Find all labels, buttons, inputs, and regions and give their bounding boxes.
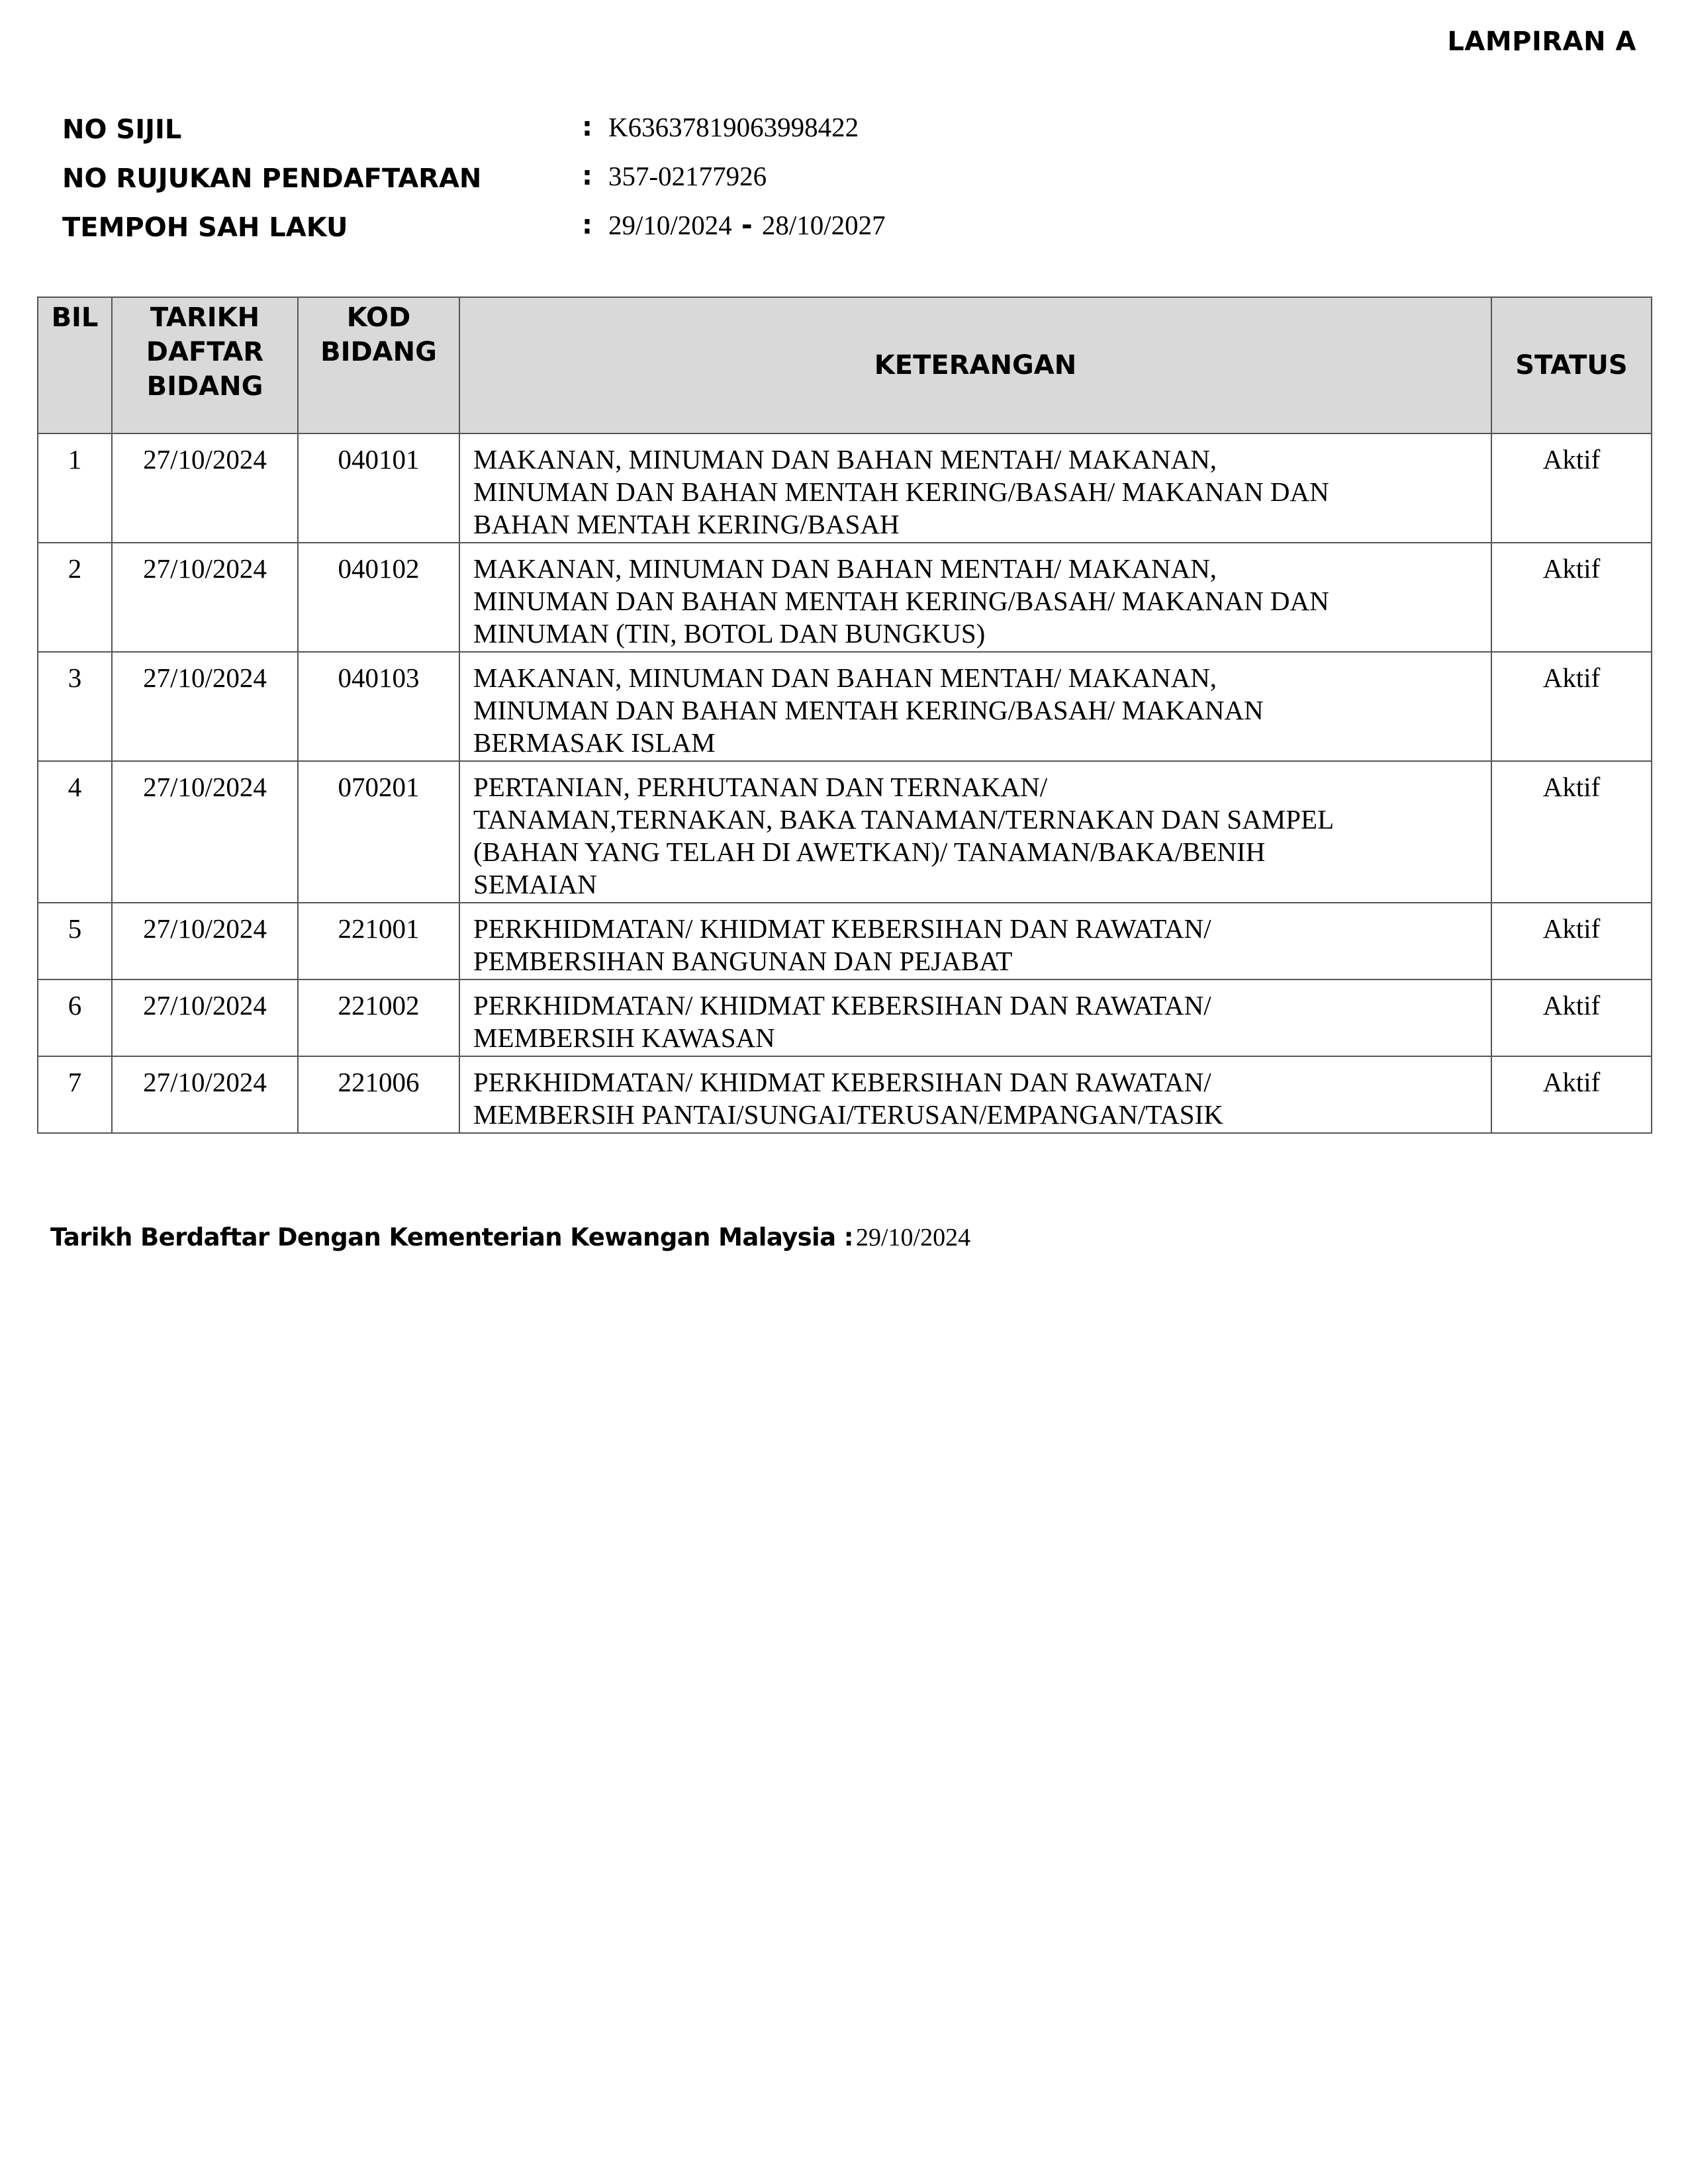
table-row xyxy=(38,543,1652,652)
cell-tarikh: 27/10/2024 xyxy=(112,979,298,1056)
colon: : xyxy=(582,161,592,191)
cell-tarikh: 27/10/2024 xyxy=(112,1056,298,1133)
cell-status: Aktif xyxy=(1491,433,1652,543)
table-row xyxy=(38,979,1652,1056)
table-row xyxy=(38,652,1652,761)
certificate-number-label: NO SIJIL xyxy=(62,114,182,145)
cell-keterangan: MAKANAN, MINUMAN DAN BAHAN MENTAH/ MAKANAN, MINUMAN DAN BAHAN MENTAH KERING/BASAH/ MAKANAN DAN BAHAN MENTAH KERING/BASAH xyxy=(459,433,1491,543)
cell-bil: 3 xyxy=(38,652,112,761)
header-status: STATUS xyxy=(1491,297,1652,433)
registration-reference-value: 357-02177926 xyxy=(608,161,767,191)
certificate-number-row xyxy=(62,110,1585,150)
table-row xyxy=(38,761,1652,903)
validity-period-row xyxy=(62,208,1585,248)
cell-bil: 5 xyxy=(38,903,112,979)
validity-start-date: 29/10/2024 xyxy=(608,210,732,240)
cell-keterangan: PERTANIAN, PERHUTANAN DAN TERNAKAN/ TANAMAN,TERNAKAN, BAKA TANAMAN/TERNAKAN DAN SAMPEL (BAHAN YANG TELAH DI AWETKAN)/ TANAMAN/BAKA/BENIH SEMAIAN xyxy=(459,761,1491,903)
cell-status: Aktif xyxy=(1491,761,1652,903)
cell-bil: 6 xyxy=(38,979,112,1056)
cell-kod: 070201 xyxy=(298,761,459,903)
cell-kod: 040103 xyxy=(298,652,459,761)
cell-bil: 7 xyxy=(38,1056,112,1133)
cell-status: Aktif xyxy=(1491,903,1652,979)
cell-tarikh: 27/10/2024 xyxy=(112,761,298,903)
cell-keterangan: PERKHIDMATAN/ KHIDMAT KEBERSIHAN DAN RAWATAN/ MEMBERSIH KAWASAN xyxy=(459,979,1491,1056)
header-tarikh-daftar-bidang: TARIKH DAFTAR BIDANG xyxy=(112,297,298,433)
table-row xyxy=(38,1056,1652,1133)
colon: : xyxy=(582,210,592,240)
registration-date-note xyxy=(50,1223,970,1252)
cell-tarikh: 27/10/2024 xyxy=(112,433,298,543)
appendix-label: LAMPIRAN A xyxy=(1447,26,1636,57)
header-bil: BIL xyxy=(38,297,112,433)
validity-separator: - xyxy=(741,209,753,241)
cell-bil: 4 xyxy=(38,761,112,903)
cell-kod: 040101 xyxy=(298,433,459,543)
table-row xyxy=(38,433,1652,543)
header-kod-bidang: KOD BIDANG xyxy=(298,297,459,433)
registration-date-label: Tarikh Berdaftar Dengan Kementerian Kewangan Malaysia : xyxy=(50,1223,853,1251)
header-keterangan: KETERANGAN xyxy=(459,297,1491,433)
validity-period-value xyxy=(608,208,886,242)
business-fields-table xyxy=(37,296,1652,1134)
validity-period-label: TEMPOH SAH LAKU xyxy=(62,212,348,243)
registration-date-value: 29/10/2024 xyxy=(855,1224,971,1251)
validity-end-date: 28/10/2027 xyxy=(761,210,886,240)
colon: : xyxy=(582,112,592,142)
cell-tarikh: 27/10/2024 xyxy=(112,543,298,652)
cell-kod: 221002 xyxy=(298,979,459,1056)
cell-kod: 221001 xyxy=(298,903,459,979)
cell-kod: 040102 xyxy=(298,543,459,652)
registration-reference-label: NO RUJUKAN PENDAFTARAN xyxy=(62,163,482,194)
cell-status: Aktif xyxy=(1491,543,1652,652)
cell-keterangan: MAKANAN, MINUMAN DAN BAHAN MENTAH/ MAKANAN, MINUMAN DAN BAHAN MENTAH KERING/BASAH/ MAKANAN DAN MINUMAN (TIN, BOTOL DAN BUNGKUS) xyxy=(459,543,1491,652)
cell-status: Aktif xyxy=(1491,652,1652,761)
cell-tarikh: 27/10/2024 xyxy=(112,652,298,761)
cell-tarikh: 27/10/2024 xyxy=(112,903,298,979)
registration-reference-row xyxy=(62,159,1585,199)
cell-status: Aktif xyxy=(1491,979,1652,1056)
cell-bil: 2 xyxy=(38,543,112,652)
cell-keterangan: MAKANAN, MINUMAN DAN BAHAN MENTAH/ MAKANAN, MINUMAN DAN BAHAN MENTAH KERING/BASAH/ MAKANAN BERMASAK ISLAM xyxy=(459,652,1491,761)
cell-kod: 221006 xyxy=(298,1056,459,1133)
table-row xyxy=(38,903,1652,979)
cell-keterangan: PERKHIDMATAN/ KHIDMAT KEBERSIHAN DAN RAWATAN/ PEMBERSIHAN BANGUNAN DAN PEJABAT xyxy=(459,903,1491,979)
cell-keterangan: PERKHIDMATAN/ KHIDMAT KEBERSIHAN DAN RAWATAN/ MEMBERSIH PANTAI/SUNGAI/TERUSAN/EMPANGAN/TASIK xyxy=(459,1056,1491,1133)
table-header-row xyxy=(38,297,1652,433)
cell-status: Aktif xyxy=(1491,1056,1652,1133)
cell-bil: 1 xyxy=(38,433,112,543)
certificate-number-value: K63637819063998422 xyxy=(608,112,859,142)
